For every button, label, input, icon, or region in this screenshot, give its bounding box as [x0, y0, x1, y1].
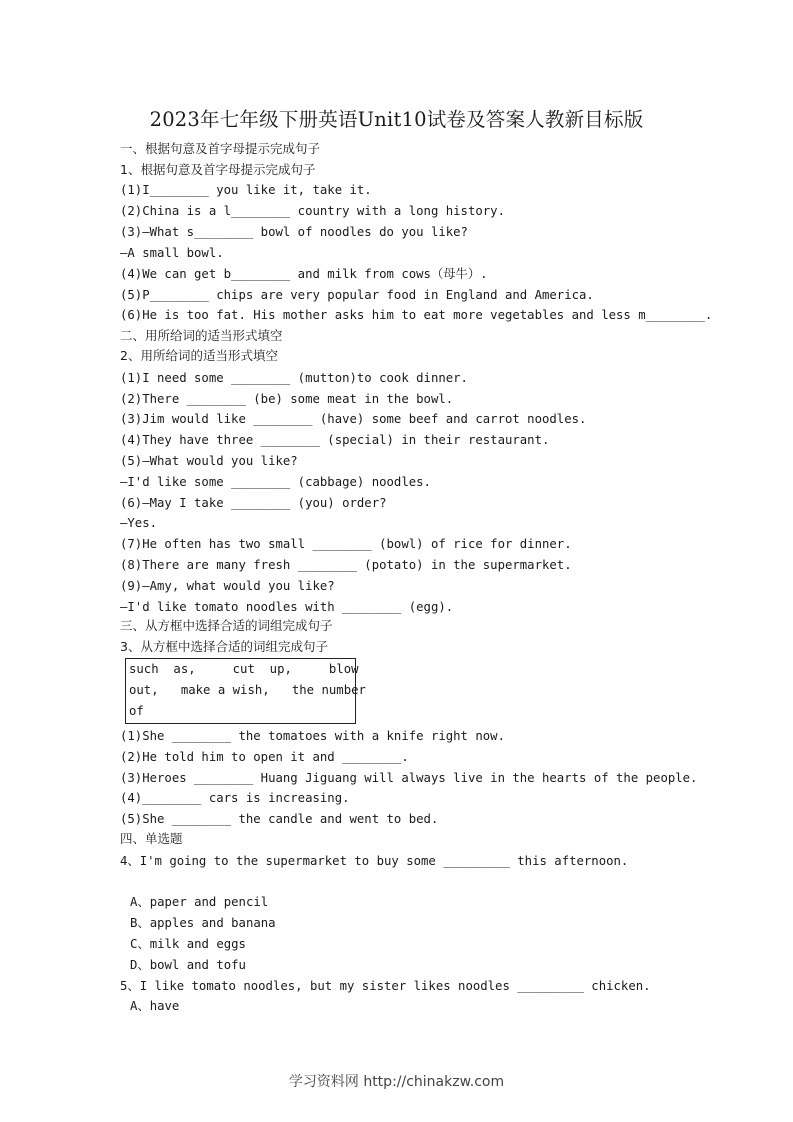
section-heading-3: 三、从方框中选择合适的词组完成句子 [120, 618, 333, 633]
question-line: —Yes. [120, 516, 158, 530]
question-line: (5)P________ chips are very popular food in England and America. [120, 288, 594, 302]
option-c: C、milk and eggs [130, 937, 246, 951]
question-line: (5)—What would you like? [120, 454, 298, 468]
option-a: A、paper and pencil [130, 895, 269, 909]
word-box-row: such as, cut up, blow [129, 662, 359, 676]
question-line: (2)China is a l________ country with a long history. [120, 204, 505, 218]
question-line: (2)He told him to open it and ________. [120, 750, 409, 764]
section-heading-1: 一、根据句意及首字母提示完成句子 [120, 141, 321, 156]
question-line: (6)—May I take ________ (you) order? [120, 496, 387, 510]
question-line: (1)I need some ________ (mutton)to cook dinner. [120, 371, 468, 385]
option-d: D、bowl and tofu [130, 958, 246, 972]
question-line: (6)He is too fat. His mother asks him to eat more vegetables and less m________. [120, 308, 713, 322]
question-line: (2)There ________ (be) some meat in the bowl. [120, 392, 454, 406]
question-line: (9)—Amy, what would you like? [120, 579, 335, 593]
option-b: B、apples and banana [130, 916, 276, 930]
question-heading-3: 3、从方框中选择合适的词组完成句子 [120, 639, 328, 654]
page-title: 2023年七年级下册英语Unit10试卷及答案人教新目标版 [149, 108, 644, 131]
question-line: (4)We can get b________ and milk from cows（母牛）. [120, 267, 488, 281]
option-a: A、have [130, 999, 180, 1013]
question-line: —A small bowl. [120, 246, 224, 260]
question-line: (1)She ________ the tomatoes with a knife right now. [120, 729, 505, 743]
question-4: 4、I'm going to the supermarket to buy some _________ this afternoon. [120, 854, 629, 868]
question-heading-1: 1、根据句意及首字母提示完成句子 [120, 162, 316, 177]
question-5: 5、I like tomato noodles, but my sister likes noodles _________ chicken. [120, 979, 651, 993]
question-line: (5)She ________ the candle and went to bed. [120, 812, 439, 826]
question-line: (3)Heroes ________ Huang Jiguang will always live in the hearts of the people. [120, 771, 698, 785]
question-line: (1)I________ you like it, take it. [120, 183, 372, 197]
footer-watermark: 学习资料网 http://chinakzw.com [288, 1074, 505, 1090]
question-line: —I'd like some ________ (cabbage) noodles. [120, 475, 431, 489]
question-line: (4)They have three ________ (special) in their restaurant. [120, 433, 550, 447]
question-line: (3)Jim would like ________ (have) some beef and carrot noodles. [120, 412, 587, 426]
word-box-row: of [129, 704, 144, 718]
section-heading-4: 四、单选题 [120, 831, 183, 846]
question-line: (7)He often has two small ________ (bowl) of rice for dinner. [120, 537, 572, 551]
section-heading-2: 二、用所给词的适当形式填空 [120, 328, 283, 343]
question-heading-2: 2、用所给词的适当形式填空 [120, 348, 278, 363]
question-line: (3)—What s________ bowl of noodles do you like? [120, 225, 468, 239]
word-box-row: out, make a wish, the number [129, 683, 366, 697]
question-line: —I'd like tomato noodles with ________ (egg). [120, 600, 454, 614]
word-box [125, 658, 366, 724]
question-line: (8)There are many fresh ________ (potato) in the supermarket. [120, 558, 572, 572]
question-line: (4)________ cars is increasing. [120, 791, 350, 805]
